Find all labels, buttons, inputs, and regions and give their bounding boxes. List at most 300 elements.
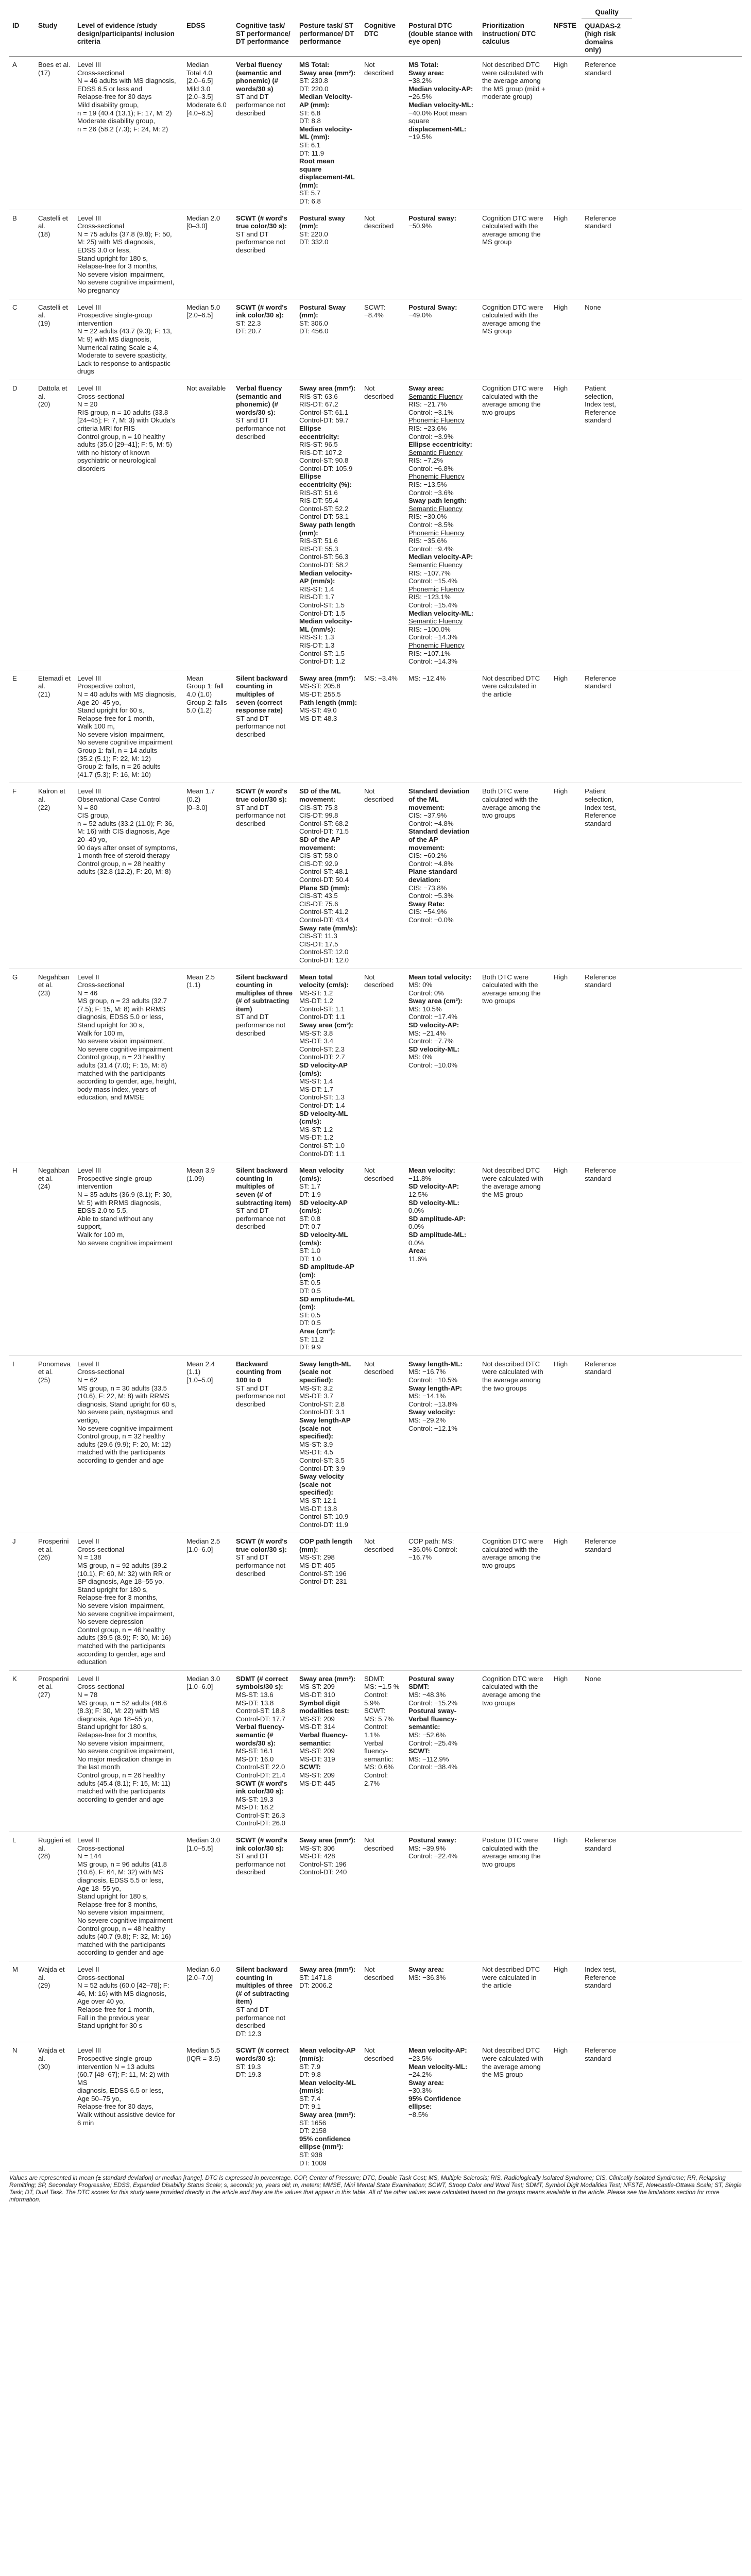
cell-line: Age over 40 yo,	[77, 1997, 125, 2006]
cell-line: Not described	[364, 1537, 394, 1553]
cell-line: Median velocity-AP:	[408, 84, 473, 93]
cell-line: Cross-sectional	[77, 69, 124, 77]
cell-spacer	[632, 56, 742, 210]
cell-nfste	[551, 299, 582, 380]
cell-line: CIS-DT: 99.8	[299, 811, 338, 820]
cell-line: Mean 2.4 (1.1)	[186, 1360, 215, 1376]
cell-edss	[183, 56, 233, 210]
cell-line: Control: −25.4%	[408, 1739, 457, 1747]
cell-line: Median 2.0	[186, 214, 220, 222]
cell-line: N = 80	[77, 803, 98, 811]
cell-line: −24.2%	[408, 2071, 432, 2079]
cell-line: Mean velocity-AP:	[408, 2046, 467, 2055]
cell-line: CIS-ST: 11.3	[299, 932, 337, 940]
cell-line: Control-DT: 1.1	[299, 1149, 345, 1158]
cell-line: ST: 1.7	[299, 1182, 321, 1191]
row-id: M	[9, 1961, 35, 2042]
cell-line: Control-DT: 21.4	[236, 1771, 286, 1779]
cell-line: Silent backward counting in multiples of seven (correct response rate)	[236, 674, 288, 715]
cell-line: Boes et al.	[38, 60, 71, 69]
cell-line: Cross-sectional	[77, 1368, 124, 1376]
cell-line: ST: 0.5	[299, 1311, 321, 1319]
cell-line: SD amplitude-ML:	[408, 1230, 467, 1239]
cell-line: Cognition DTC were calculated with the average among the two groups	[482, 1537, 543, 1570]
cell-line: Moderate to severe spasticity,	[77, 351, 167, 360]
cell-line: Sway length-AP:	[408, 1384, 463, 1392]
cell-line: (23)	[38, 989, 50, 997]
cell-line: Control-ST: 2.3	[299, 1045, 345, 1053]
cell-prio	[479, 1670, 551, 1832]
cell-line: MS: 0%	[408, 1053, 433, 1061]
cell-line: RIS-DT: 1.3	[299, 641, 335, 649]
cell-line: Level II	[77, 1674, 99, 1683]
cell-line: MS-ST: 3.2	[299, 1384, 333, 1392]
cell-prio	[479, 670, 551, 783]
cell-line: No severe cognitive impairment,	[77, 278, 175, 286]
cell-line: Control: 2.7%	[364, 1771, 388, 1787]
cell-line: Phonemic Fluency	[408, 529, 465, 537]
cell-line: RIS: −107.1%	[408, 649, 451, 657]
cell-posture	[296, 1670, 361, 1832]
cell-line: Median Velocity-AP (mm):	[299, 93, 353, 109]
cell-quadas	[582, 1533, 632, 1671]
cell-line: RIS-ST: 51.6	[299, 488, 338, 497]
cell-line: MS-DT: 3.7	[299, 1392, 333, 1400]
cell-line: Walk for 100 m,	[77, 1230, 125, 1239]
cell-line: RIS-ST: 63.6	[299, 392, 338, 400]
table-row	[9, 1961, 742, 2042]
cell-line: Not described	[364, 787, 394, 804]
cell-design	[74, 1961, 183, 2042]
cell-cognitive	[233, 380, 296, 670]
cell-line: ST and DT performance not described	[236, 714, 286, 738]
cell-line: MS-ST: 16.1	[236, 1747, 274, 1755]
cell-line: High	[554, 674, 568, 682]
cell-line: [2.0–3.5]	[186, 93, 213, 101]
cell-post-dtc	[405, 210, 479, 299]
cell-line: (22)	[38, 803, 50, 811]
cell-design	[74, 1832, 183, 1961]
cell-line: Control: 1.1%	[364, 1723, 388, 1739]
cell-line: Control: −15.4%	[408, 577, 457, 585]
cell-line: Reference standard	[585, 2046, 616, 2062]
cell-line: Mean velocity-ML:	[408, 2062, 468, 2071]
cell-study	[35, 670, 74, 783]
cell-line: Control-ST: 61.1	[299, 408, 349, 416]
cell-line: MS-ST: 1.4	[299, 1077, 333, 1086]
cell-post-dtc	[405, 1670, 479, 1832]
cell-line: MS-DT: 18.2	[236, 1803, 274, 1811]
cell-spacer	[632, 1832, 742, 1961]
cell-line: CIS-ST: 43.5	[299, 892, 338, 900]
cell-line: matched with the participants	[77, 1787, 165, 1795]
cell-line: −49.0%	[408, 311, 432, 319]
cell-line: DT: 0.7	[299, 1223, 321, 1231]
cell-line: (24)	[38, 1182, 50, 1191]
cell-study	[35, 783, 74, 969]
cell-line: MS-ST: 13.6	[236, 1690, 274, 1699]
cell-line: 6 min	[77, 2119, 94, 2127]
cell-line: MS-DT: 13.8	[299, 1504, 337, 1513]
cell-cog-dtc	[361, 783, 405, 969]
cell-line: SCWT (# word's true color/30 s):	[236, 214, 287, 230]
cell-line: Age 18–55 yo,	[77, 1884, 122, 1892]
cell-line: SD of the AP movement:	[299, 836, 340, 852]
cell-line: Control: −9.4%	[408, 545, 454, 553]
cell-cognitive	[233, 1355, 296, 1533]
cell-nfste	[551, 210, 582, 299]
cell-spacer	[632, 1533, 742, 1671]
cell-posture	[296, 380, 361, 670]
cell-line: MS-DT: 3.4	[299, 1037, 333, 1045]
cell-line: Mean velocity-AP (mm/s):	[299, 2046, 355, 2062]
cell-line: n = 26 (58.2 (7.3); F: 24, M: 2)	[77, 125, 168, 133]
cell-line: Control group, n = 26 healthy	[77, 1771, 165, 1779]
cell-line: SD velocity-AP (cm/s):	[299, 1198, 348, 1215]
cell-cognitive	[233, 783, 296, 969]
cell-line: education	[77, 1658, 107, 1666]
cell-line: DT: 9.9	[299, 1343, 321, 1351]
cell-line: matched with the participants	[77, 1448, 165, 1456]
cell-line: Observational Case Control	[77, 795, 161, 804]
cell-line: CIS: −54.9%	[408, 908, 447, 916]
cell-line: −8.4%	[364, 311, 384, 319]
cell-line: ST: 306.0	[299, 319, 328, 327]
cell-line: Etemadi et al.	[38, 674, 71, 690]
cell-line: Control: 0%	[408, 989, 444, 997]
cell-line: Control: −4.8%	[408, 819, 454, 827]
cell-line: (19)	[38, 319, 50, 327]
cell-line: Not available	[186, 384, 226, 392]
cell-line: Mean	[186, 674, 203, 682]
cell-line: Patient selection, Index test, Reference standard	[585, 384, 616, 425]
cell-line: Control-DT: 17.7	[236, 1715, 286, 1723]
cell-line: N = 138	[77, 1553, 101, 1562]
cell-line: Level II	[77, 1836, 99, 1844]
cell-edss	[183, 1162, 233, 1356]
cell-line: Cross-sectional	[77, 981, 124, 989]
cell-line: ST: 1471.8	[299, 1973, 332, 1981]
cell-line: adults (39.5 (8.9); F: 30, M: 16)	[77, 1634, 171, 1642]
cell-line: High	[554, 303, 568, 311]
cell-line: ST and DT performance not described	[236, 93, 286, 117]
cell-line: Verbal fluency (semantic and phonemic) (# words/30 s):	[236, 384, 282, 416]
cell-line: MS-ST: 209	[299, 1747, 335, 1755]
cell-line: RIS-DT: 55.3	[299, 545, 338, 553]
cell-line: [2.0–6.5]	[186, 77, 213, 85]
cell-line: [1.0–6.0]	[186, 1683, 213, 1691]
cell-line: CIS: −60.2%	[408, 852, 447, 860]
cell-line: Sway area:	[408, 384, 444, 392]
cell-study	[35, 1832, 74, 1961]
cell-line: SDMT (# correct symbols/30 s):	[236, 1674, 288, 1691]
cell-line: Relapse-free for 3 months,	[77, 262, 158, 270]
cell-line: MS-ST: 298	[299, 1553, 335, 1562]
cell-prio	[479, 1533, 551, 1671]
cell-line: Cross-sectional	[77, 1844, 124, 1852]
cell-line: diagnosis, EDSS 5.0 or less,	[77, 1013, 164, 1021]
cell-line: ST: 7.9	[299, 2062, 321, 2071]
cell-line: Sway area:	[408, 2078, 444, 2087]
cell-line: 11.6%	[408, 1255, 428, 1263]
cell-line: according to gender and age	[77, 1456, 164, 1464]
cell-post-dtc	[405, 1162, 479, 1356]
cell-line: Control group, n = 28 healthy	[77, 859, 165, 868]
cell-line: Control-ST: 90.8	[299, 456, 349, 465]
cell-line: Silent backward counting in multiples of seven (# of subtracting item)	[236, 1166, 291, 1207]
cell-line: Median 5.5	[186, 2046, 220, 2055]
cell-line: Control group, n = 32 healthy	[77, 1432, 165, 1440]
cell-line: MS Total:	[299, 60, 330, 69]
cell-edss	[183, 210, 233, 299]
cell-line: Relapse-free for 30 days	[77, 93, 152, 101]
cell-line: RIS: −100.0%	[408, 625, 451, 633]
cell-line: [2.0–6.5]	[186, 311, 213, 319]
column-header: Study	[35, 19, 74, 56]
cell-spacer	[632, 2042, 742, 2172]
row-id: A	[9, 56, 35, 210]
cell-line: (26)	[38, 1553, 50, 1562]
cell-line: N = 75 adults (37.8 (9.8); F: 50,	[77, 230, 172, 238]
cell-prio	[479, 783, 551, 969]
cell-design	[74, 1533, 183, 1671]
cell-line: Control: −6.8%	[408, 464, 454, 472]
cell-line: Sway area (mm²):	[299, 384, 356, 392]
cell-line: Level III	[77, 674, 101, 682]
row-id: B	[9, 210, 35, 299]
cell-line: Reference standard	[585, 1537, 616, 1553]
cell-spacer	[632, 1355, 742, 1533]
cell-line: Sway length-ML:	[408, 1360, 463, 1368]
cell-line: DT: 19.3	[236, 2071, 262, 2079]
cell-line: Sway area (mm²):	[299, 69, 356, 77]
cell-line: Standard deviation of the AP movement:	[408, 827, 470, 852]
cell-line: Semantic Fluency	[408, 617, 463, 625]
cell-line: (27)	[38, 1690, 50, 1699]
cell-line: Silent backward counting in multiples of three (# of subtracting item)	[236, 973, 293, 1013]
cell-line: MS: −29.2%	[408, 1416, 446, 1424]
cell-line: Prosperini et al.	[38, 1674, 69, 1691]
cell-prio	[479, 380, 551, 670]
cell-line: Walk for 100 m,	[77, 1029, 125, 1037]
cell-line: Median 3.0	[186, 1836, 220, 1844]
cell-quadas	[582, 299, 632, 380]
cell-line: SCWT (# word's ink color/30 s):	[236, 1779, 287, 1795]
cell-line: Moderate 6.0	[186, 100, 227, 109]
cell-line: Cognition DTC were calculated with the average among the two groups	[482, 384, 543, 416]
cell-line: Relapse-free for 1 month,	[77, 2005, 155, 2013]
cell-line: DT: 20.7	[236, 327, 262, 335]
cell-line: Prosperini et al.	[38, 1537, 69, 1553]
cell-line: EDSS 3.0 or less,	[77, 246, 131, 255]
cell-line: according to gender and age	[77, 1795, 164, 1803]
cell-line: ST: 6.1	[299, 141, 321, 149]
cell-line: MS-ST: 209	[299, 1683, 335, 1691]
cell-line: No severe cognitive impairment	[77, 1239, 173, 1247]
cell-line: Level III	[77, 303, 101, 311]
cell-nfste	[551, 1533, 582, 1671]
cell-line: Control-DT: 12.0	[299, 956, 349, 964]
cell-line: Negahban et al.	[38, 973, 70, 989]
cell-line: Control-DT: 1.2	[299, 657, 345, 666]
cell-line: Control-ST: 26.3	[236, 1811, 285, 1819]
cell-line: Postural sway:	[408, 1836, 457, 1844]
cell-line: Control group, n = 48 healthy	[77, 1924, 165, 1933]
cell-line: Relapse-free for 3 months,	[77, 1594, 158, 1602]
cell-line: ST: 0.8	[299, 1214, 321, 1223]
cell-line: −30.3%	[408, 2087, 432, 2095]
cell-line: RIS: −35.6%	[408, 537, 447, 545]
cell-line: Plane SD (mm):	[299, 884, 350, 892]
cell-line: Level III	[77, 384, 101, 392]
cell-posture	[296, 210, 361, 299]
cell-line: MS-ST: 19.3	[236, 1795, 274, 1803]
cell-line: MS-DT: 255.5	[299, 690, 341, 698]
cell-line: High	[554, 973, 568, 981]
cell-line: n = 52 adults (33.2 (11.0); F: 36,	[77, 819, 174, 827]
cell-line: diagnosis, Stand upright for 60 s,	[77, 1400, 177, 1408]
cell-line: None	[585, 1674, 601, 1683]
cell-line: N = 144	[77, 1852, 101, 1860]
cell-line: Stand upright for 180 s,	[77, 1892, 148, 1901]
cell-line: DT: 6.8	[299, 197, 321, 206]
cell-line: Not described DTC were calculated in the article	[482, 674, 540, 698]
cell-line: Sway area (mm²):	[299, 2111, 356, 2119]
cell-line: Stand upright for 30 s	[77, 2022, 143, 2030]
cell-study	[35, 380, 74, 670]
cell-line: Mean 2.5 (1.1)	[186, 973, 215, 989]
cell-design	[74, 299, 183, 380]
cell-quadas	[582, 670, 632, 783]
cell-line: Sway path length:	[408, 497, 467, 505]
cell-line: DT: 0.5	[299, 1287, 321, 1295]
cell-line: Control: −15.2%	[408, 1699, 457, 1707]
cell-post-dtc	[405, 1961, 479, 2042]
cell-nfste	[551, 1162, 582, 1356]
cell-line: SCWT:	[364, 303, 386, 311]
cell-line: Area:	[408, 1247, 426, 1255]
cell-line: RIS: −123.1%	[408, 593, 451, 601]
cell-line: Age 50–75 yo,	[77, 2094, 122, 2103]
cell-line: adults (35.0 [29–41]; F: 5, M: 5)	[77, 440, 172, 449]
cell-line: 1 month free of steroid therapy	[77, 852, 170, 860]
cell-line: matched with the participants	[77, 1069, 165, 1077]
cell-line: ST: 230.8	[299, 77, 328, 85]
table-row	[9, 969, 742, 1162]
cell-line: Able to stand without any	[77, 1214, 153, 1223]
cell-line: Silent backward counting in multiples of three (# of subtracting item)	[236, 1965, 293, 2006]
cell-line: Cognition DTC were calculated with the average among the MS group	[482, 303, 543, 335]
cell-line: Walk 100 m,	[77, 722, 115, 731]
cell-line: No severe depression	[77, 1618, 144, 1626]
cell-cognitive	[233, 670, 296, 783]
cell-line: ST: 19.3	[236, 2062, 261, 2071]
cell-line: Moderate disability group,	[77, 117, 156, 125]
column-header: NFSTE	[551, 19, 582, 56]
cell-posture	[296, 969, 361, 1162]
cell-quadas	[582, 969, 632, 1162]
cell-cog-dtc	[361, 1670, 405, 1832]
cell-line: M: 9) with MS diagnosis,	[77, 335, 151, 343]
cell-prio	[479, 1832, 551, 1961]
cell-line: Control-ST: 10.9	[299, 1513, 349, 1521]
cell-line: N = 35 adults (36.9 (8.1); F: 30,	[77, 1190, 172, 1198]
cell-line: Fall in the previous year	[77, 2013, 150, 2022]
cell-posture	[296, 1533, 361, 1671]
cell-line: No pregnancy	[77, 286, 120, 294]
cell-cog-dtc	[361, 210, 405, 299]
cell-line: No severe vision impairment,	[77, 1037, 165, 1045]
cell-nfste	[551, 969, 582, 1162]
cell-line: −40.0% Root mean square	[408, 109, 467, 125]
cell-line: Group 1: fall, n = 14 adults	[77, 747, 158, 755]
cell-line: SD amplitude-AP:	[408, 1214, 466, 1223]
cell-line: Control: −14.3%	[408, 633, 457, 641]
cell-line: MS: −1.5 %	[364, 1683, 400, 1691]
cell-line: Sway area (mm²):	[299, 1674, 356, 1683]
cell-line: Relapse-free for 3 months,	[77, 1900, 158, 1908]
cell-line: Sway area (mm²):	[299, 1965, 356, 1973]
cell-line: Semantic Fluency	[408, 504, 463, 513]
cell-line: MS group, n = 30 adults (33.5	[77, 1384, 167, 1392]
cell-line: RIS-ST: 96.5	[299, 440, 338, 449]
cell-line: Control: −7.7%	[408, 1037, 454, 1045]
cell-line: with no history of known	[77, 448, 150, 456]
cell-line: MS: −14.1%	[408, 1392, 446, 1400]
cell-line: Verbal fluency-semantic (# words/30 s):	[236, 1723, 284, 1747]
cell-posture	[296, 1355, 361, 1533]
cell-line: intervention N = 13 adults	[77, 2062, 155, 2071]
cell-line: Sway area (cm²):	[299, 1021, 353, 1029]
cell-line: adults (31.4 (7.0); F: 15, M: 8)	[77, 1061, 167, 1070]
cell-line: CIS-ST: 75.3	[299, 803, 338, 811]
cell-line: Semantic Fluency	[408, 392, 463, 400]
cell-design	[74, 969, 183, 1162]
cell-line: Group 2: falls, n = 26 adults	[77, 762, 161, 771]
cell-cognitive	[233, 1162, 296, 1356]
cell-line: ST: 22.3	[236, 319, 261, 327]
cell-line: Control: −14.3%	[408, 657, 457, 666]
cell-line: Control-DT: 53.1	[299, 513, 349, 521]
cell-edss	[183, 1832, 233, 1961]
cell-line: Level II	[77, 973, 99, 981]
cell-line: DT: 0.5	[299, 1319, 321, 1327]
cell-nfste	[551, 1961, 582, 2042]
cell-line: Group 2: falls	[186, 698, 227, 706]
cell-line: Cross-sectional	[77, 222, 124, 230]
cell-line: Control-ST: 41.2	[299, 908, 349, 916]
cell-line: COP path: MS: −36.0% Control: −16.7%	[408, 1537, 457, 1562]
cell-line: CIS: −37.9%	[408, 811, 447, 820]
cell-line: High	[554, 1674, 568, 1683]
cell-line: DT: 1009	[299, 2159, 327, 2167]
column-header: Level of evidence /study design/participants/ inclusion criteria	[74, 19, 183, 56]
cell-line: (25)	[38, 1376, 50, 1384]
cell-post-dtc	[405, 299, 479, 380]
cell-line: SCWT:	[408, 1747, 430, 1755]
cell-line: [0–3.0]	[186, 222, 208, 230]
cell-line: adults (29.6 (9.9); F: 20, M: 12)	[77, 1440, 171, 1448]
cell-line: MS-ST: 1.2	[299, 989, 333, 997]
cell-line: MS-ST: 306	[299, 1844, 335, 1852]
cell-prio	[479, 969, 551, 1162]
cell-line: Median velocity-AP:	[408, 553, 473, 561]
cell-edss	[183, 1533, 233, 1671]
cell-line: Control: −3.6%	[408, 488, 454, 497]
cell-line: Posture DTC were calculated with the average among the two groups	[482, 1836, 541, 1868]
cell-line: ST and DT performance not described	[236, 1553, 286, 1578]
table-footnote: Values are represented in mean (± standard deviation) or median [range]. DTC is expressed in percentage. COP, Center of Pressure; DTC, Double Task Cost; MS, Multiple Sclerosis; RIS, Radiologically Isolated Syndrome; CIS, Clinically Isolated Syndrome; RR, Relapsing Remitting; SP, Secondary Progressive; EDSS, Expanded Disability Status Scale; s, seconds; yo, years old; m, meters; MMSE, Mini Mental State Examination; SCWT, Stroop Color and Word Test; SDMT, Symbol Digit Modalities Test; NFSTE, Newcastle-Ottawa Scale; ST, Single Task; DT, Dual Task. The DTC scores for this study were provided directly in the article and they are the values that appear in this table. All of the other values were calculated based on the groups means available in the article. Please see the limitations section for more information.	[9, 2175, 742, 2204]
